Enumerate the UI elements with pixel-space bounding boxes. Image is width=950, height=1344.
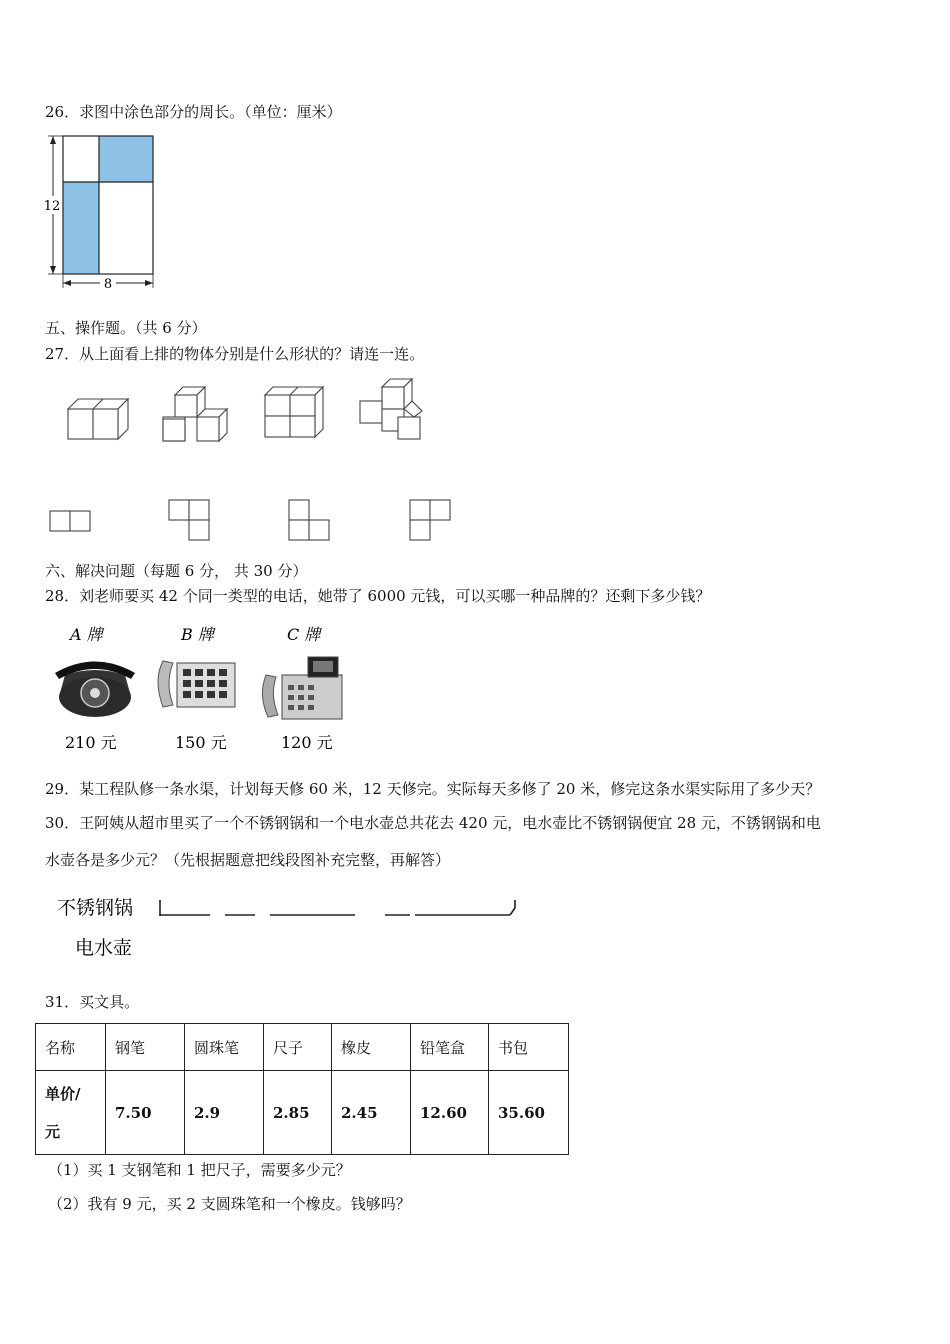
phone-c-image	[262, 657, 342, 719]
item-schoolbag: 书包	[489, 1024, 569, 1071]
top-view-4	[410, 500, 450, 540]
q30-segment-diagram	[55, 888, 525, 968]
item-pencil-box: 铅笔盒	[411, 1024, 489, 1071]
price-pencil-box: 12.60	[411, 1071, 489, 1155]
q27-cube-objects	[60, 375, 440, 450]
item-ruler: 尺子	[264, 1024, 332, 1071]
cube-object-1	[68, 399, 128, 439]
price-row-label: 单价/ 元	[36, 1071, 106, 1155]
top-view-2	[169, 500, 209, 540]
label-pot: 不锈钢锅	[57, 897, 134, 919]
item-pen: 钢笔	[106, 1024, 185, 1071]
q29-text: 29．某工程队修一条水渠，计划每天修 60 米，12 天修完。实际每天多修了 20 米，修完这条水渠实际用了多少天？	[45, 780, 821, 798]
cube-object-2	[163, 387, 227, 441]
phone-b-image	[158, 661, 235, 707]
header-name: 名称	[36, 1024, 106, 1071]
q31-sub1: （1）买 1 支钢笔和 1 把尺子，需要多少元？	[48, 1161, 351, 1179]
shaded-rect-left	[63, 182, 99, 274]
brand-b-price: 150 元	[175, 733, 227, 752]
price-schoolbag: 35.60	[489, 1071, 569, 1155]
q27-text: 27．从上面看上排的物体分别是什么形状的？请连一连。	[45, 345, 425, 363]
price-ballpoint: 2.9	[185, 1071, 264, 1155]
brand-a-price: 210 元	[65, 733, 117, 752]
price-eraser: 2.45	[332, 1071, 411, 1155]
brand-a-name: A 牌	[70, 625, 103, 644]
q26-text: 26．求图中涂色部分的周长。（单位：厘米）	[45, 103, 342, 121]
label-kettle: 电水壶	[75, 937, 133, 959]
table-header-row	[36, 1024, 569, 1071]
table-price-row	[36, 1071, 569, 1155]
top-view-1	[50, 511, 90, 531]
brand-c-name: C 牌	[287, 625, 321, 644]
q31-text: 31．买文具。	[45, 993, 140, 1011]
cube-object-4	[360, 379, 422, 439]
phone-a-image	[55, 662, 135, 718]
top-view-3	[289, 500, 329, 540]
price-pen: 7.50	[106, 1071, 185, 1155]
q30-text-line1: 30．王阿姨从超市里买了一个不锈钢锅和一个电水壶总共花去 420 元，电水壶比不锈钢锅便宜 28 元，不锈钢锅和电	[45, 814, 821, 832]
price-ruler: 2.85	[264, 1071, 332, 1155]
shaded-rect-top	[99, 136, 153, 182]
q30-text-line2: 水壶各是多少元？（先根据题意把线段图补充完整，再解答）	[45, 851, 451, 869]
section-6-heading: 六、解决问题（每题 6 分， 共 30 分）	[45, 562, 308, 580]
q28-text: 28．刘老师要买 42 个同一类型的电话，她带了 6000 元钱，可以买哪一种品牌的？还剩下多少钱？	[45, 587, 711, 605]
item-ballpoint: 圆珠笔	[185, 1024, 264, 1071]
q31-sub2: （2）我有 9 元，买 2 支圆珠笔和一个橡皮。钱够吗？	[48, 1195, 411, 1213]
width-label: 8	[103, 277, 113, 292]
price-table	[35, 1023, 569, 1155]
q28-phones	[45, 620, 365, 760]
q26-figure	[40, 130, 165, 295]
brand-c-price: 120 元	[281, 733, 333, 752]
section-5-heading: 五、操作题。（共 6 分）	[45, 319, 207, 337]
brand-b-name: B 牌	[181, 625, 214, 644]
height-label: 12	[43, 199, 61, 214]
q27-top-views	[45, 495, 465, 550]
item-eraser: 橡皮	[332, 1024, 411, 1071]
cube-object-3	[265, 387, 323, 437]
